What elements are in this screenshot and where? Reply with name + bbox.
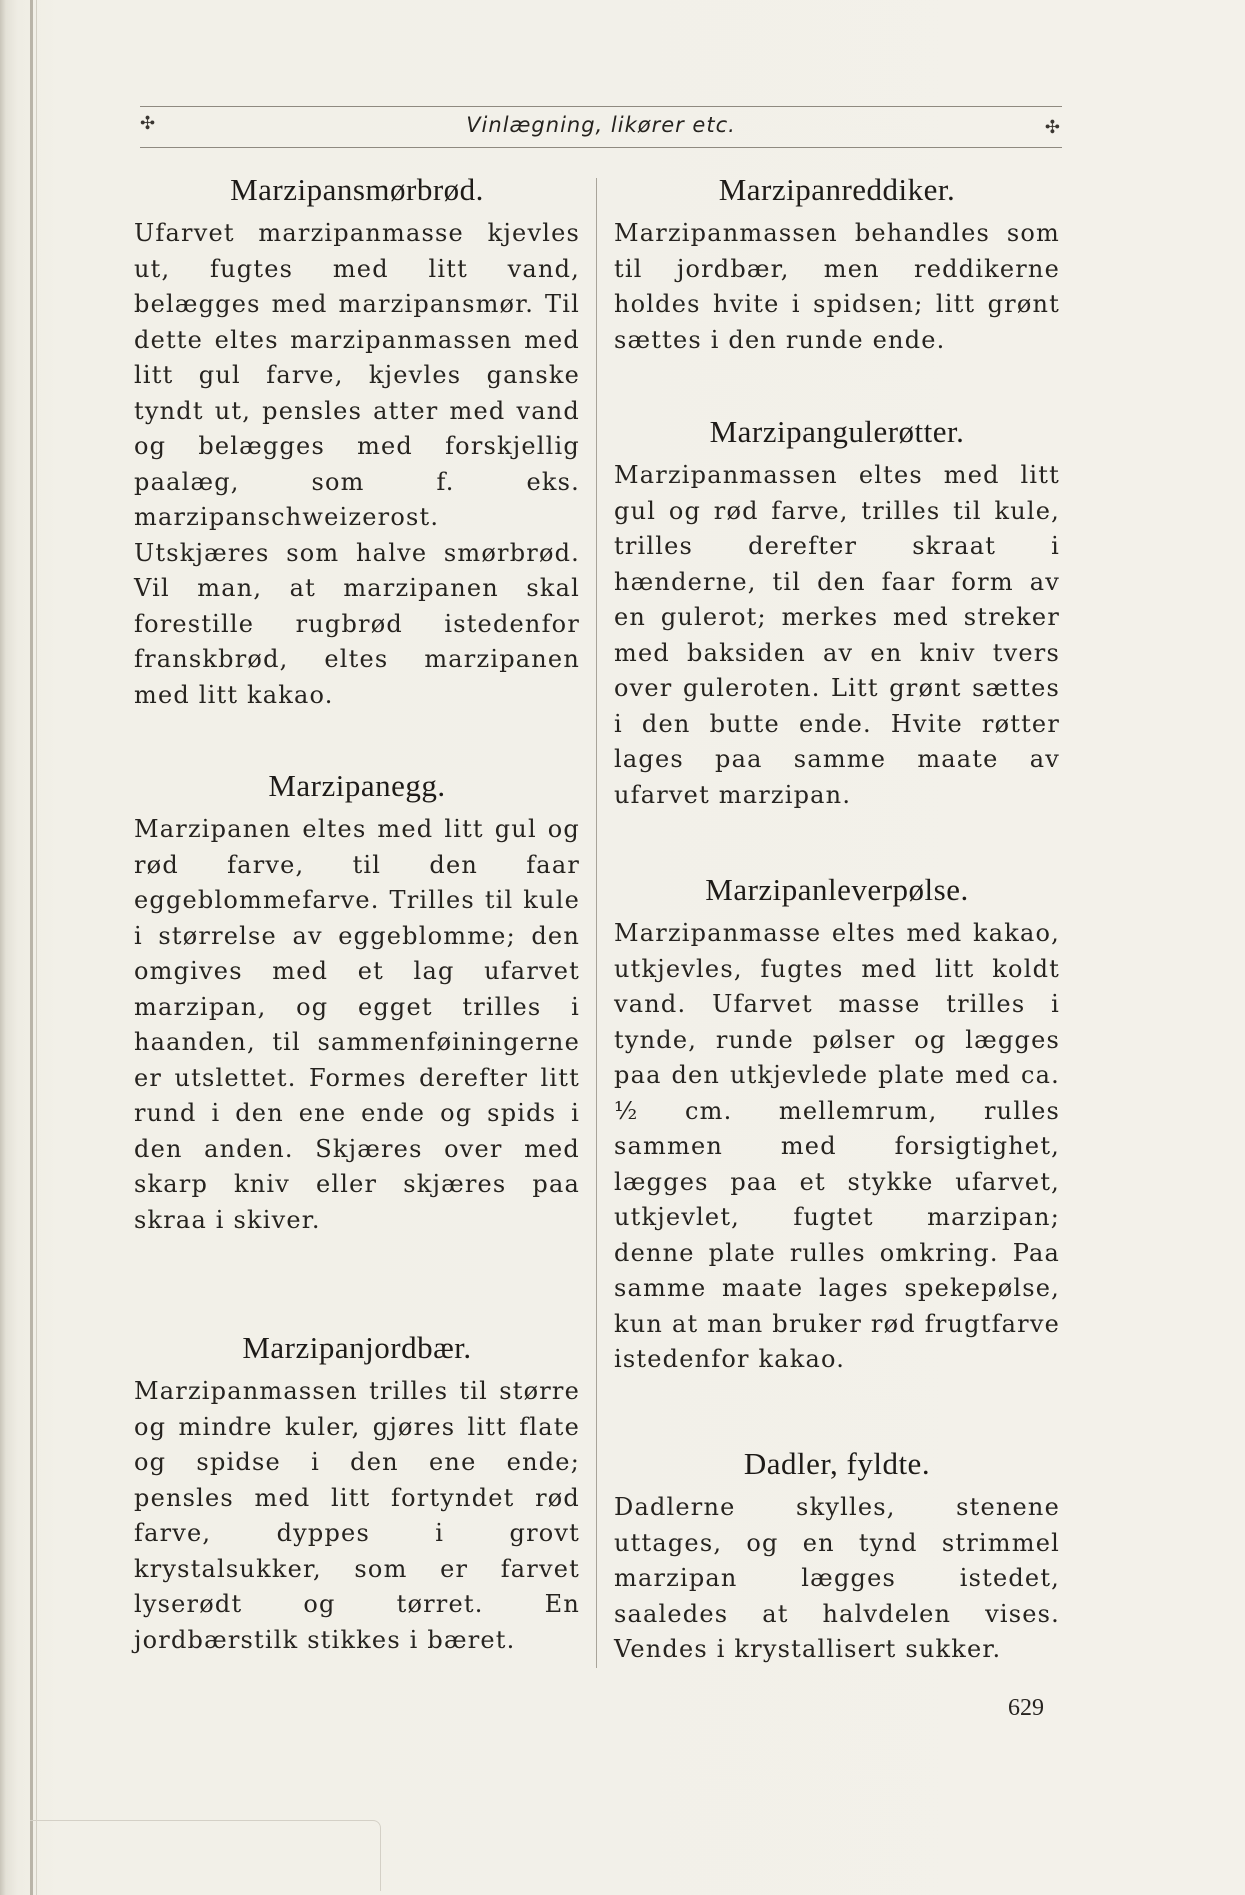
ornament-icon: ✣ [1044,117,1060,138]
recipe-text: Marzipanmassen eltes med litt gul og rød farve, trilles til kule, trilles derefter skraat i hænderne, til den faar form av en gulerot; merkes med streker med baksiden av en kniv tvers over guleroten. Litt grønt sættes i den butte ende. Hvite røtter lages paa samme maate av ufarvet marzipan. [614,461,1060,809]
spine-edge [36,0,37,1895]
recipe-text: Marzipanen eltes med litt gul og rød farve, til den faar eggeblommefarve. Trilles til kule i størrelse av eggeblomme; den omgives med et lag ufarvet marzipan, og egget trilles i haanden, til sammenføiningerne er utslettet. Formes derefter litt rund i den ene ende og spids i den anden. Skjæres over med skarp kniv eller skjæres paa skraa i skiver. [134,815,580,1234]
recipe-heading: Marzipanleverpølse. [705,872,969,907]
recipe-heading: Marzipanreddiker. [718,172,956,207]
recipe-heading: Marzipanjordbær. [242,1330,472,1365]
recipe-heading: Marzipangulerøtter. [709,414,965,449]
recipe-marzipanleverpolse [614,870,1060,1378]
column-divider [596,178,597,1668]
running-header [140,106,1062,148]
recipe-marzipanreddiker [614,170,1060,358]
recipe-text: Marzipanmassen behandles som til jordbær, men reddikerne holdes hvite i spidsen; litt grønt sættes i den runde ende. [614,219,1060,354]
recipe-marzipanjordbaer [134,1328,580,1658]
recipe-marzipanegg [134,766,580,1238]
recipe-heading: Marzipansmørbrød. [230,172,484,207]
recipe-marzipangulerotter [614,412,1060,813]
page-corner-shadow [30,1820,381,1891]
page-number: 629 [1008,1695,1044,1721]
recipe-marzipansmorbrod [134,170,580,713]
recipe-heading: Marzipanegg. [268,768,446,803]
recipe-text: Marzipanmasse eltes med kakao, utkjevles, fugtes med litt koldt vand. Ufarvet masse trilles i tynde, runde pølser og lægges paa den utkjevlede plate med ca. ½ cm. mellemrum, rulles sammen med forsigtighet, lægges paa et stykke ufarvet, utkjevlet, fugtet marzipan; denne plate rulles omkring. Paa samme maate lages spekepølse, kun at man bruker rød frugtfarve istedenfor kakao. [614,919,1060,1373]
recipe-text: Marzipanmassen trilles til større og mindre kuler, gjøres litt flate og spidse i den ene ende; pensles med litt fortyndet rød farve, dyppes i grovt krystalsukker, som er farvet lyserødt og tørret. En jordbærstilk stikkes i bæret. [134,1377,580,1654]
recipe-text: Dadlerne skylles, stenene uttages, og en tynd strimmel marzipan lægges istedet, saaledes at halvdelen vises. Vendes i krystallisert sukker. [614,1493,1060,1663]
book-spine [30,0,33,1895]
running-header-title: Vinlægning, likører etc. [466,113,736,137]
recipe-text: Ufarvet marzipanmasse kjevles ut, fugtes med litt vand, belægges med marzipansmør. Til dette eltes marzipanmassen med litt gul farve, kjevles ganske tyndt ut, pensles atter med vand og belægges med forskjellig paalæg, som f. eks. marzipanschweizerost. Utskjæres som halve smørbrød. Vil man, at marzipanen skal forestille rugbrød istedenfor franskbrød, eltes marzipanen med litt kakao. [134,219,580,709]
ornament-icon: ✣ [140,113,156,134]
recipe-dadler-fyldte [614,1444,1060,1668]
recipe-heading: Dadler, fyldte. [743,1446,931,1481]
